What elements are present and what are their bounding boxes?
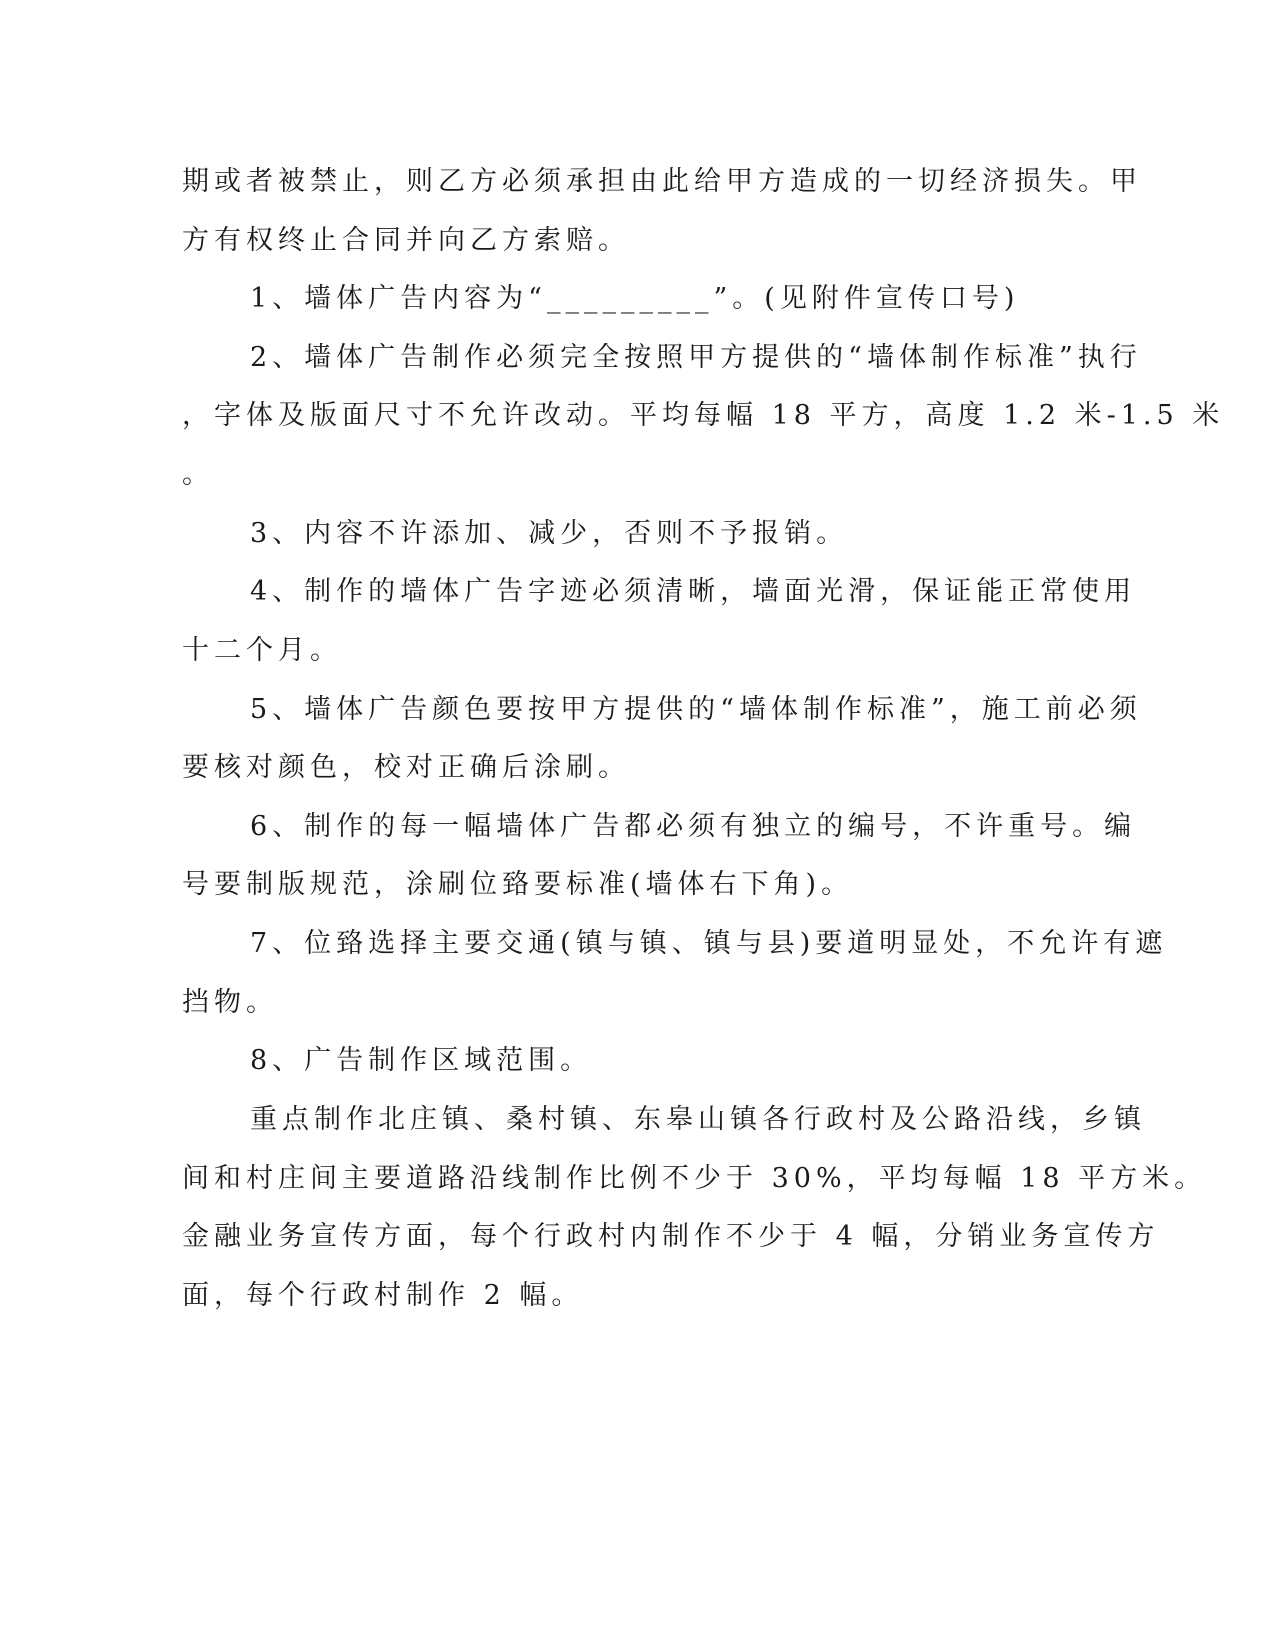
paragraph-line: 方有权终止合同并向乙方索赔。: [182, 225, 630, 256]
paragraph-line: 号要制版规范，涂刷位臵要标准(墙体右下角)。: [182, 869, 854, 900]
clause-3-line: 3、内容不许添加、减少，否则不予报销。: [250, 518, 849, 549]
paragraph-line: 挡物。: [182, 987, 278, 1018]
paragraph-line: 金融业务宣传方面，每个行政村内制作不少于 4 幅，分销业务宣传方: [182, 1221, 1160, 1252]
paragraph-line: 间和村庄间主要道路沿线制作比例不少于 30%，平均每幅 18 平方米。: [182, 1163, 1207, 1194]
paragraph-line: 重点制作北庄镇、桑村镇、东皋山镇各行政村及公路沿线，乡镇: [250, 1104, 1146, 1135]
clause-4-line: 4、制作的墙体广告字迹必须清晰，墙面光滑，保证能正常使用: [250, 576, 1137, 607]
paragraph-line: 。: [182, 459, 214, 490]
clause-2-line: 2、墙体广告制作必须完全按照甲方提供的“墙体制作标准”执行: [250, 342, 1142, 373]
clause-7-line: 7、位臵选择主要交通(镇与镇、镇与县)要道明显处，不允许有遮: [250, 928, 1168, 959]
paragraph-line: 期或者被禁止，则乙方必须承担由此给甲方造成的一切经济损失。甲: [182, 166, 1142, 197]
paragraph-line: 面，每个行政村制作 2 幅。: [182, 1280, 584, 1311]
clause-8-line: 8、广告制作区域范围。: [250, 1045, 593, 1076]
paragraph-line: ，字体及版面尺寸不允许改动。平均每幅 18 平方，高度 1.2 米-1.5 米: [182, 400, 1225, 431]
clause-1-line: 1、墙体广告内容为“_________”。(见附件宣传口号): [250, 283, 1020, 314]
paragraph-line: 十二个月。: [182, 635, 342, 666]
clause-5-line: 5、墙体广告颜色要按甲方提供的“墙体制作标准”，施工前必须: [250, 694, 1142, 725]
clause-6-line: 6、制作的每一幅墙体广告都必须有独立的编号，不许重号。编: [250, 811, 1137, 842]
paragraph-line: 要核对颜色，校对正确后涂刷。: [182, 752, 630, 783]
